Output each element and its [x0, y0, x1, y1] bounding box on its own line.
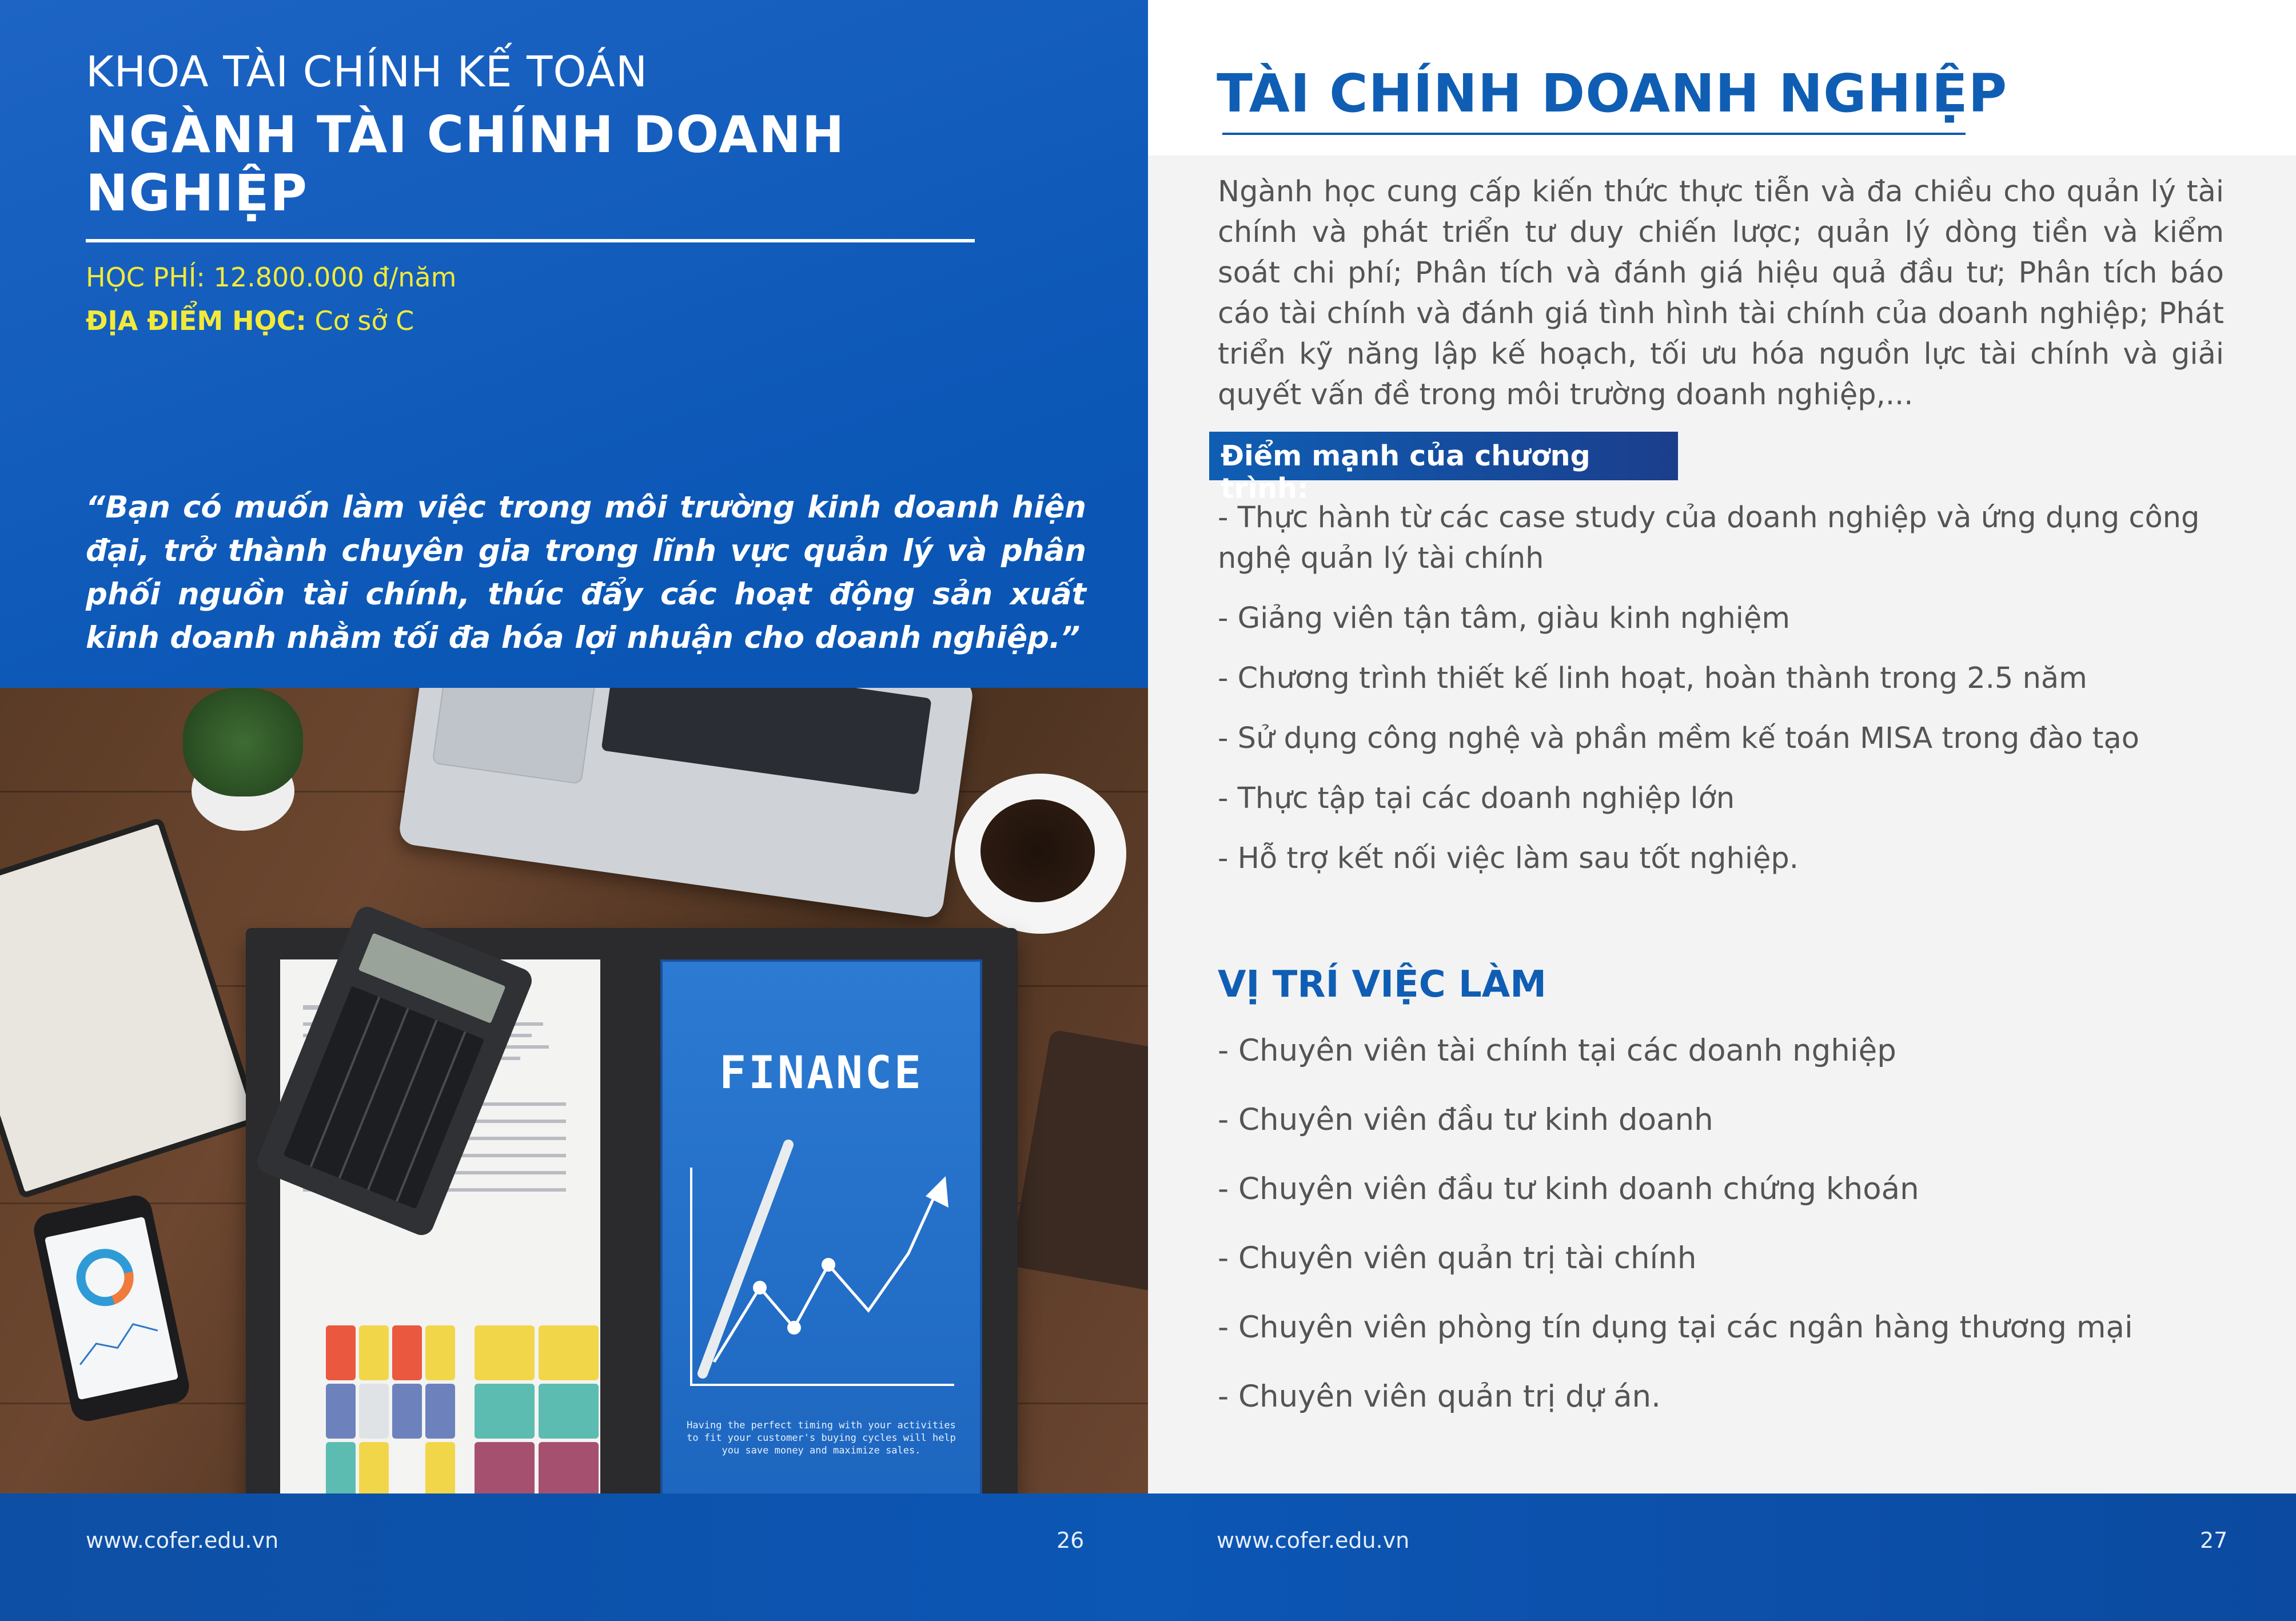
job-item: - Chuyên viên quản trị dự án.	[1218, 1379, 1661, 1414]
tuition-fee-value: 12.800.000 đ/năm	[205, 261, 457, 293]
study-location-value: Cơ sở C	[306, 305, 414, 336]
succulent-plant-image	[172, 688, 314, 831]
website-link[interactable]: www.cofer.edu.vn	[86, 1528, 279, 1553]
strength-item: - Hỗ trợ kết nối việc làm sau tốt nghiệp.	[1218, 842, 1799, 875]
laptop-image	[397, 688, 974, 919]
wallet-image	[1010, 1029, 1148, 1296]
page-number: 26	[1057, 1528, 1085, 1553]
left-footer	[0, 1493, 1148, 1621]
program-intro: Ngành học cung cấp kiến thức thực tiễn và đa chiều cho quản lý tài chính và phát triển tư duy chiến lược; quản lý dòng tiền và kiểm soát chi phí; Phân tích và đánh giá hiệu quả đầu tư; Phân tích báo cáo tài chính và đánh giá tình hình tài chính của doanh nghiệp; Phát triển kỹ năng lập kế hoạch, tối ưu hóa nguồn lực tài chính và giải quyết vấn đề trong môi trường doanh nghiệp,...	[1218, 175, 2224, 412]
study-location-label: ĐỊA ĐIỂM HỌC:	[86, 305, 306, 336]
job-item: - Chuyên viên đầu tư kinh doanh	[1218, 1102, 1713, 1137]
job-item: - Chuyên viên tài chính tại các doanh nghiệp	[1218, 1033, 1896, 1068]
job-item: - Chuyên viên đầu tư kinh doanh chứng khoán	[1218, 1172, 1919, 1206]
finance-book-title: FINANCE	[719, 1048, 923, 1099]
finance-book-caption: Having the perfect timing with your activities to fit your customer's buying cycles will help you save money and maximize sales.	[687, 1420, 956, 1456]
right-footer	[1148, 1493, 2296, 1621]
strength-item: - Thực tập tại các doanh nghiệp lớn	[1218, 782, 1735, 815]
website-link[interactable]: www.cofer.edu.vn	[1217, 1528, 1410, 1553]
strengths-heading-bar	[1209, 432, 1678, 505]
title-underline	[1222, 133, 1966, 135]
strength-item: - Thực hành từ các case study của doanh nghiệp và ứng dụng công nghệ quản lý tài chính	[1218, 501, 2200, 575]
notebook-image	[0, 817, 261, 1200]
strength-item: - Giảng viên tận tâm, giàu kinh nghiệm	[1218, 602, 1790, 635]
jobs-heading: VỊ TRÍ VIỆC LÀM	[1218, 963, 1546, 1006]
page-number: 27	[2200, 1528, 2228, 1553]
page-title: TÀI CHÍNH DOANH NGHIỆP	[1217, 63, 2008, 124]
finance-desk-photo	[0, 688, 1148, 1494]
strength-item: - Chương trình thiết kế linh hoạt, hoàn thành trong 2.5 năm	[1218, 662, 2087, 695]
jobs-list	[1218, 1032, 2224, 1447]
folder-image	[246, 928, 1018, 1494]
strength-item: - Sử dụng công nghệ và phần mềm kế toán MISA trong đào tạo	[1218, 722, 2139, 755]
job-item: - Chuyên viên quản trị tài chính	[1218, 1241, 1697, 1276]
strengths-list	[1218, 497, 2224, 898]
right-page	[1148, 0, 2296, 1621]
tuition-fee	[86, 262, 978, 293]
finance-book-cover	[660, 959, 982, 1494]
tuition-fee-label: HỌC PHÍ:	[86, 261, 205, 293]
coffee-mug-image	[955, 774, 1138, 934]
strengths-heading: Điểm mạnh của chương trình:	[1221, 440, 1591, 505]
promo-quote: “Bạn có muốn làm việc trong môi trường kinh doanh hiện đại, trở thành chuyên gia trong lĩnh vực quản lý và phân phối nguồn tài chính, thúc đẩy các hoạt động sản xuất kinh doanh nhằm tối đa hóa lợi nhuận cho doanh nghiệp.”	[86, 490, 1086, 655]
study-location	[86, 305, 978, 336]
major-name: NGÀNH TÀI CHÍNH DOANH NGHIỆP	[86, 105, 846, 222]
header-divider	[86, 239, 975, 242]
job-item: - Chuyên viên phòng tín dụng tại các ngân hàng thương mại	[1218, 1310, 2133, 1345]
faculty-name: KHOA TÀI CHÍNH KẾ TOÁN	[86, 47, 648, 97]
program-header	[86, 49, 978, 336]
smartphone-image	[31, 1192, 192, 1424]
